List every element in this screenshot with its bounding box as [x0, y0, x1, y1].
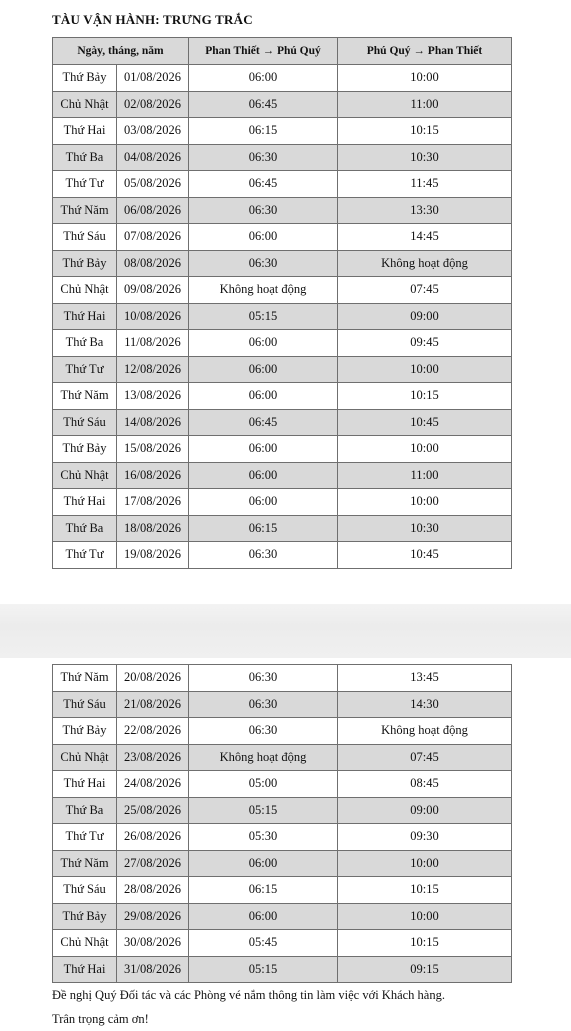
cell-departure-phuquy: 11:00: [338, 462, 512, 489]
cell-departure-phuquy: 11:45: [338, 171, 512, 198]
cell-weekday: Thứ Hai: [53, 489, 117, 516]
cell-departure-phanthiet: 06:45: [189, 91, 338, 118]
cell-departure-phanthiet: 06:00: [189, 850, 338, 877]
cell-date: 28/08/2026: [117, 877, 189, 904]
table-row: [53, 462, 512, 489]
cell-weekday: Thứ Tư: [53, 542, 117, 569]
table-row: [53, 489, 512, 516]
table-row: [53, 718, 512, 745]
cell-weekday: Thứ Năm: [53, 197, 117, 224]
cell-date: 15/08/2026: [117, 436, 189, 463]
table-row: [53, 436, 512, 463]
table-row: [53, 850, 512, 877]
cell-date: 10/08/2026: [117, 303, 189, 330]
cell-departure-phanthiet: 05:15: [189, 303, 338, 330]
table-row: [53, 250, 512, 277]
cell-departure-phanthiet: 06:30: [189, 691, 338, 718]
note-request: Đề nghị Quý Đối tác và các Phòng vé nắm thông tin làm việc với Khách hàng.: [52, 988, 445, 1002]
cell-date: 27/08/2026: [117, 850, 189, 877]
table-row: [53, 903, 512, 930]
cell-departure-phuquy: Không hoạt động: [338, 718, 512, 745]
cell-date: 19/08/2026: [117, 542, 189, 569]
cell-date: 12/08/2026: [117, 356, 189, 383]
header-phuquy-to-phanthiet: Phú Quý → Phan Thiết: [338, 38, 512, 65]
cell-departure-phanthiet: 06:00: [189, 356, 338, 383]
cell-departure-phuquy: 10:15: [338, 383, 512, 410]
cell-date: 18/08/2026: [117, 515, 189, 542]
cell-departure-phanthiet: 06:00: [189, 330, 338, 357]
cell-departure-phanthiet: Không hoạt động: [189, 277, 338, 304]
schedule-table-part-1: [52, 37, 512, 569]
cell-departure-phanthiet: 06:00: [189, 224, 338, 251]
cell-date: 04/08/2026: [117, 144, 189, 171]
table-row: [53, 91, 512, 118]
cell-departure-phuquy: 10:00: [338, 489, 512, 516]
cell-weekday: Thứ Tư: [53, 824, 117, 851]
cell-departure-phanthiet: 06:00: [189, 489, 338, 516]
cell-weekday: Thứ Tư: [53, 356, 117, 383]
header-date: Ngày, tháng, năm: [53, 38, 189, 65]
cell-departure-phanthiet: 06:00: [189, 462, 338, 489]
table-row: [53, 824, 512, 851]
cell-departure-phuquy: 10:00: [338, 65, 512, 92]
table-row: [53, 515, 512, 542]
cell-departure-phuquy: 10:45: [338, 542, 512, 569]
cell-weekday: Thứ Sáu: [53, 691, 117, 718]
cell-weekday: Thứ Tư: [53, 171, 117, 198]
cell-weekday: Thứ Ba: [53, 330, 117, 357]
header-phanthiet-to-phuquy: Phan Thiết → Phú Quý: [189, 38, 338, 65]
cell-weekday: Thứ Ba: [53, 797, 117, 824]
cell-date: 21/08/2026: [117, 691, 189, 718]
cell-departure-phuquy: 10:15: [338, 118, 512, 145]
cell-departure-phanthiet: 06:00: [189, 436, 338, 463]
table-row: [53, 797, 512, 824]
table-row: [53, 744, 512, 771]
cell-date: 11/08/2026: [117, 330, 189, 357]
cell-departure-phuquy: 09:45: [338, 330, 512, 357]
cell-departure-phuquy: 10:00: [338, 356, 512, 383]
cell-departure-phuquy: 14:30: [338, 691, 512, 718]
cell-date: 07/08/2026: [117, 224, 189, 251]
cell-weekday: Thứ Ba: [53, 144, 117, 171]
cell-departure-phanthiet: 06:15: [189, 877, 338, 904]
cell-weekday: Chủ Nhật: [53, 930, 117, 957]
cell-departure-phanthiet: 05:30: [189, 824, 338, 851]
cell-date: 14/08/2026: [117, 409, 189, 436]
table-row: [53, 171, 512, 198]
cell-departure-phuquy: 10:15: [338, 930, 512, 957]
cell-date: 05/08/2026: [117, 171, 189, 198]
cell-departure-phuquy: 09:30: [338, 824, 512, 851]
cell-weekday: Thứ Hai: [53, 118, 117, 145]
cell-date: 29/08/2026: [117, 903, 189, 930]
note-thanks: Trân trọng cảm ơn!: [52, 1012, 149, 1026]
cell-departure-phuquy: 10:00: [338, 903, 512, 930]
cell-date: 17/08/2026: [117, 489, 189, 516]
cell-departure-phanthiet: 06:30: [189, 665, 338, 692]
cell-weekday: Chủ Nhật: [53, 462, 117, 489]
cell-departure-phanthiet: 06:45: [189, 409, 338, 436]
cell-date: 26/08/2026: [117, 824, 189, 851]
cell-date: 22/08/2026: [117, 718, 189, 745]
table-row: [53, 665, 512, 692]
cell-departure-phuquy: 14:45: [338, 224, 512, 251]
cell-weekday: Thứ Bảy: [53, 718, 117, 745]
table-row: [53, 330, 512, 357]
cell-date: 31/08/2026: [117, 956, 189, 983]
cell-date: 09/08/2026: [117, 277, 189, 304]
table-row: [53, 930, 512, 957]
table-row: [53, 771, 512, 798]
cell-weekday: Thứ Bảy: [53, 65, 117, 92]
cell-date: 20/08/2026: [117, 665, 189, 692]
cell-departure-phanthiet: 06:30: [189, 197, 338, 224]
cell-departure-phuquy: Không hoạt động: [338, 250, 512, 277]
cell-date: 08/08/2026: [117, 250, 189, 277]
cell-departure-phanthiet: 06:45: [189, 171, 338, 198]
page-gap: [0, 604, 571, 658]
cell-weekday: Thứ Sáu: [53, 877, 117, 904]
cell-departure-phanthiet: 06:30: [189, 250, 338, 277]
table-row: [53, 542, 512, 569]
cell-weekday: Thứ Năm: [53, 665, 117, 692]
cell-date: 13/08/2026: [117, 383, 189, 410]
cell-date: 24/08/2026: [117, 771, 189, 798]
cell-departure-phanthiet: 06:15: [189, 515, 338, 542]
cell-weekday: Thứ Hai: [53, 956, 117, 983]
cell-departure-phuquy: 09:00: [338, 797, 512, 824]
cell-departure-phanthiet: Không hoạt động: [189, 744, 338, 771]
cell-departure-phanthiet: 05:00: [189, 771, 338, 798]
cell-departure-phuquy: 08:45: [338, 771, 512, 798]
cell-departure-phuquy: 10:45: [338, 409, 512, 436]
table-row: [53, 144, 512, 171]
table-row: [53, 224, 512, 251]
table-row: [53, 956, 512, 983]
cell-departure-phanthiet: 06:00: [189, 65, 338, 92]
cell-departure-phuquy: 09:15: [338, 956, 512, 983]
table-row: [53, 197, 512, 224]
cell-departure-phanthiet: 05:15: [189, 956, 338, 983]
cell-departure-phuquy: 10:30: [338, 515, 512, 542]
table-row: [53, 877, 512, 904]
cell-departure-phanthiet: 06:15: [189, 118, 338, 145]
table-row: [53, 303, 512, 330]
table-row: [53, 65, 512, 92]
cell-departure-phanthiet: 06:30: [189, 144, 338, 171]
cell-departure-phanthiet: 06:30: [189, 542, 338, 569]
cell-departure-phanthiet: 05:45: [189, 930, 338, 957]
table-row: [53, 383, 512, 410]
table-row: [53, 277, 512, 304]
cell-date: 03/08/2026: [117, 118, 189, 145]
cell-weekday: Thứ Hai: [53, 303, 117, 330]
cell-weekday: Thứ Bảy: [53, 903, 117, 930]
cell-departure-phuquy: 07:45: [338, 277, 512, 304]
table-row: [53, 118, 512, 145]
cell-departure-phuquy: 07:45: [338, 744, 512, 771]
cell-date: 25/08/2026: [117, 797, 189, 824]
cell-weekday: Thứ Năm: [53, 383, 117, 410]
cell-date: 30/08/2026: [117, 930, 189, 957]
cell-departure-phuquy: 13:30: [338, 197, 512, 224]
cell-departure-phuquy: 10:00: [338, 850, 512, 877]
table-row: [53, 409, 512, 436]
cell-weekday: Chủ Nhật: [53, 91, 117, 118]
cell-weekday: Thứ Ba: [53, 515, 117, 542]
cell-date: 01/08/2026: [117, 65, 189, 92]
cell-departure-phanthiet: 06:00: [189, 903, 338, 930]
cell-weekday: Thứ Bảy: [53, 436, 117, 463]
cell-weekday: Thứ Bảy: [53, 250, 117, 277]
table-row: [53, 691, 512, 718]
cell-weekday: Chủ Nhật: [53, 277, 117, 304]
cell-departure-phuquy: 09:00: [338, 303, 512, 330]
cell-date: 16/08/2026: [117, 462, 189, 489]
table-row: [53, 356, 512, 383]
schedule-title: TÀU VẬN HÀNH: TRƯNG TRẮC: [52, 12, 253, 27]
cell-departure-phanthiet: 05:15: [189, 797, 338, 824]
cell-weekday: Thứ Sáu: [53, 224, 117, 251]
cell-departure-phuquy: 10:15: [338, 877, 512, 904]
cell-departure-phanthiet: 06:30: [189, 718, 338, 745]
cell-departure-phuquy: 13:45: [338, 665, 512, 692]
schedule-table-part-2: [52, 664, 512, 983]
cell-weekday: Thứ Sáu: [53, 409, 117, 436]
cell-date: 23/08/2026: [117, 744, 189, 771]
cell-weekday: Thứ Năm: [53, 850, 117, 877]
cell-weekday: Thứ Hai: [53, 771, 117, 798]
cell-date: 06/08/2026: [117, 197, 189, 224]
cell-departure-phuquy: 10:30: [338, 144, 512, 171]
cell-departure-phanthiet: 06:00: [189, 383, 338, 410]
cell-weekday: Chủ Nhật: [53, 744, 117, 771]
cell-date: 02/08/2026: [117, 91, 189, 118]
table-header-row: [53, 38, 512, 65]
cell-departure-phuquy: 10:00: [338, 436, 512, 463]
cell-departure-phuquy: 11:00: [338, 91, 512, 118]
